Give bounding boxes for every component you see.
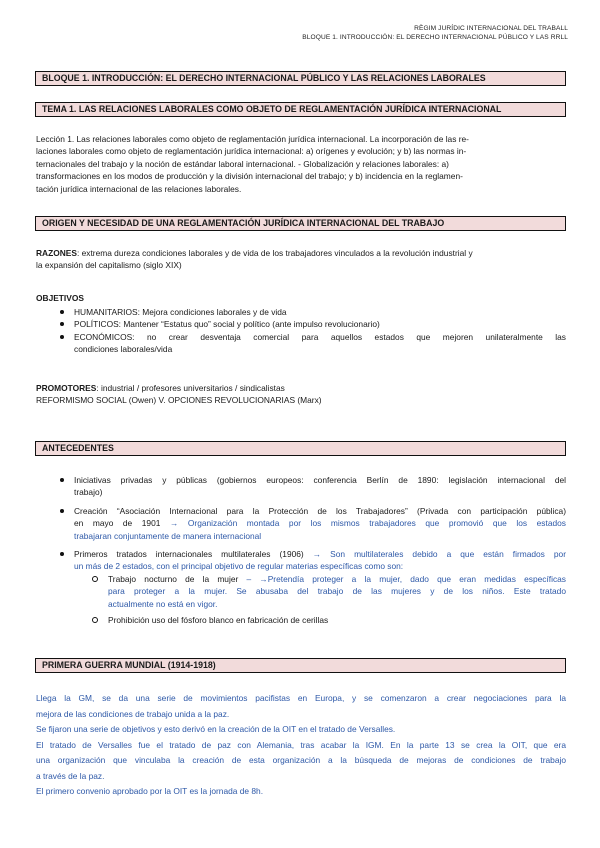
leccion-line: tación jurídica internacional de las relaciones laborales. (36, 183, 242, 194)
guerra-line: El tratado de Versalles fue el tratado de paz con Alemania, tras acabar la IGM. En la parte 13 se crea la OIT, que era (36, 739, 566, 750)
leccion-line: Lección 1. Las relaciones laborales como objeto de reglamentación jurídica internacional. La incorporación de las re- (36, 134, 469, 144)
list-item-continuation: un más de 2 estados, con el principal objetivo de regular materias específicas como son: (74, 561, 404, 572)
bullet-icon (60, 322, 64, 326)
promotores-paragraph (36, 382, 566, 407)
leccion-line: transformaciones en los modos de producción y la división internacional del trabajo; y b) incidencia en la reglamen- (36, 171, 463, 182)
leccion-line: laciones laborales como objeto de reglamentación jurídica internacional: a) orígenes y evolución; y b) las normas in- (36, 146, 467, 157)
header-line-1: RÈGIM JURÍDIC INTERNACIONAL DEL TRABALL (414, 25, 568, 32)
bullet-icon (60, 335, 64, 339)
header-line-2: BLOQUE 1. INTRODUCCIÓN: EL DERECHO INTERNACIONAL PÚBLICO Y LAS RRLL (302, 34, 568, 41)
bullet-icon (60, 310, 64, 314)
list-item: ECONÓMICOS: no crear desventaja comercial para aquellos estados que mejoren unilateralmente las (74, 331, 566, 343)
guerra-line: una organización que vinculaba la creación de esta organización a la búsqueda de mejoras de condiciones de trabajo (36, 755, 566, 765)
circle-bullet-icon (92, 576, 98, 582)
list-item: Iniciativas privadas y públicas (gobiernos europeos: conferencia Berlín de 1890: legislación internacional del (74, 474, 566, 486)
razones-paragraph (36, 247, 566, 272)
sub-list-item: Prohibición uso del fósforo blanco en fabricación de cerillas (108, 614, 566, 626)
list-item-continuation: condiciones laborales/vida (74, 344, 173, 355)
sub-list-item-continuation: actualmente no está en vigor. (108, 598, 218, 609)
guerra-title: PRIMERA GUERRA MUNDIAL (1914-1918) (35, 658, 566, 673)
guerra-line: Se fijaron una serie de objetivos y esto derivó en la creación de la OIT en el tratado de Versalles. (36, 724, 396, 734)
leccion-line: ternacionales del trabajo y la noción de estándar laboral internacional. - Globalización y relaciones laborales: a) (36, 158, 449, 169)
bullet-icon (60, 552, 64, 556)
list-item: Primeros tratados internacionales multilaterales (1906) → Son multilaterales debido a que están firmados por (74, 548, 566, 560)
promotores-text: : industrial / profesores universitarios / sindicalistas (96, 383, 285, 393)
promotores-label: PROMOTORES (36, 383, 97, 393)
sub-list (74, 573, 566, 627)
list-item: POLÍTICOS: Mantener “Estatus quo” social y político (ante impulso revolucionario) (74, 318, 566, 330)
list-item-continuation: trabajaran conjuntamente de manera internacional (74, 530, 262, 541)
objetivos-list (74, 306, 566, 356)
guerra-line: mejora de las condiciones de trabajo unida a la paz. (36, 708, 230, 719)
leccion-paragraph (36, 133, 566, 195)
guerra-line: El primero convenio aprobado por la OIT es la jornada de 8h. (36, 786, 264, 796)
reformismo-line: REFORMISMO SOCIAL (Owen) V. OPCIONES REVOLUCIONARIAS (Marx) (36, 395, 322, 406)
bloque-title: BLOQUE 1. INTRODUCCIÓN: EL DERECHO INTERNACIONAL PÚBLICO Y LAS RELACIONES LABORALES (35, 71, 566, 86)
razones-text-line2: la expansión del capitalismo (siglo XIX) (36, 260, 182, 271)
bullet-icon (60, 509, 64, 513)
circle-bullet-icon (92, 617, 98, 623)
guerra-line: Llega la GM, se da una serie de movimientos pacifistas en Europa, y se comenzaron a crear negociaciones para la (36, 693, 566, 703)
origen-title: ORIGEN Y NECESIDAD DE UNA REGLAMENTACIÓN JURÍDICA INTERNACIONAL DEL TRABAJO (35, 216, 566, 231)
list-item: Creación “Asociación Internacional para la Protección de los Trabajadores” (Privada con participación pública) (74, 505, 566, 517)
antecedentes-title: ANTECEDENTES (35, 441, 566, 456)
guerra-line: a través de la paz. (36, 770, 105, 781)
guerra-paragraph (36, 691, 566, 800)
objetivos-label: OBJETIVOS (36, 293, 84, 303)
list-item-continuation: trabajo) (74, 487, 103, 498)
razones-text: : extrema dureza condiciones laborales y de vida de los trabajadores vinculados a la revolución industrial y (76, 248, 473, 258)
sub-list-item: Trabajo nocturno de la mujer – →Pretendía proteger a la mujer, dado que eran medidas específicas (108, 573, 566, 585)
list-item-continuation: en mayo de 1901 → Organización montada por los mismos trabajadores que promovió que los estados (74, 518, 566, 529)
running-header (302, 24, 568, 42)
antecedentes-list (74, 474, 566, 626)
tema-title: TEMA 1. LAS RELACIONES LABORALES COMO OBJETO DE REGLAMENTACIÓN JURÍDICA INTERNACIONAL (35, 102, 566, 117)
list-item: HUMANITARIOS: Mejora condiciones laborales y de vida (74, 306, 566, 318)
sub-list-item-continuation: para proteger a la mujer. Se abusaba del trabajo de las mujeres y de los niños. Este tratado (108, 586, 566, 597)
razones-label: RAZONES (36, 248, 77, 258)
bullet-icon (60, 478, 64, 482)
